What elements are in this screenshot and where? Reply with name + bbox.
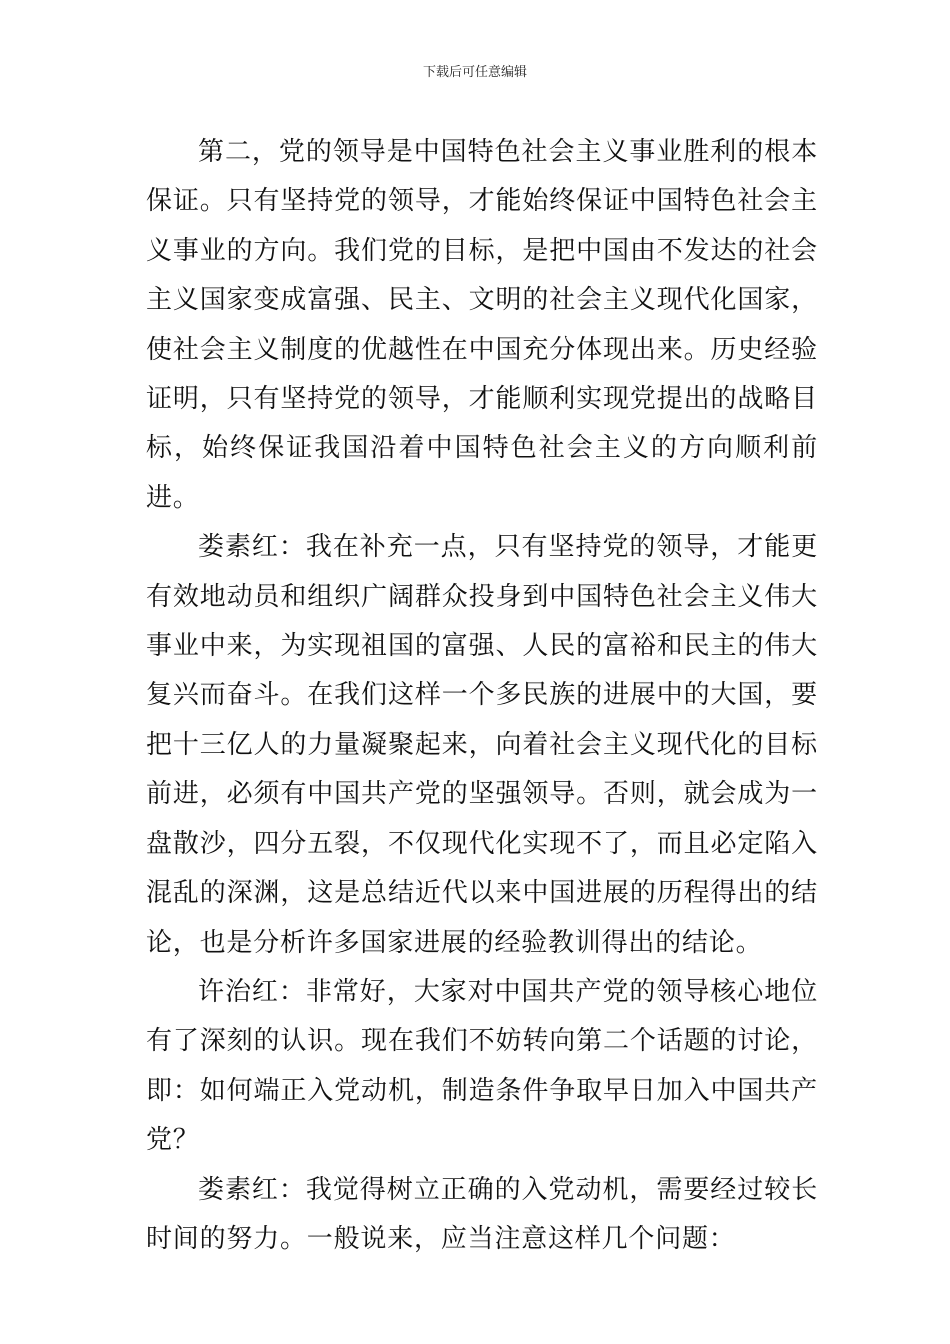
page-header: 下载后可任意编辑 [422, 65, 527, 80]
paragraph-party-leadership: 第二，党的领导是中国特色社会主义事业胜利的根本保证。只有坚持党的领导，才能始终保证中国特色社会主义事业的方向。我们党的目标，是把中国由不发达的社会主义国家变成富强、民主、文明的社会主义现代化国家，使社会主义制度的优越性在中国充分体现出来。历史经验证明，只有坚持党的领导，才能顺利实现党提出的战略目标，始终保证我国沿着中国特色社会主义的方向顺利前进。 [146, 137, 818, 513]
paragraph-lou-suhong-motive: 娄素红：我觉得树立正确的入党动机，需要经过较长时间的努力。一般说来，应当注意这样几个问题： [146, 1174, 818, 1254]
paragraph-lou-suhong-supplement: 娄素红：我在补充一点，只有坚持党的领导，才能更有效地动员和组织广阔群众投身到中国特色社会主义伟大事业中来，为实现祖国的富强、人民的富裕和民主的伟大复兴而奋斗。在我们这样一个多民族的进展中的大国，要把十三亿人的力量凝聚起来，向着社会主义现代化的目标前进，必须有中国共产党的坚强领导。否则，就会成为一盘散沙，四分五裂，不仅现代化实现不了，而且必定陷入混乱的深渊，这是总结近代以来中国进展的历程得出的结论，也是分析许多国家进展的经验教训得出的结论。 [146, 532, 818, 958]
paragraph-xu-zhihong-topic: 许治红：非常好，大家对中国共产党的领导核心地位有了深刻的认识。现在我们不妨转向第二个话题的讨论，即：如何端正入党动机，制造条件争取早日加入中国共产党？ [146, 976, 818, 1156]
document-body [146, 128, 818, 1264]
